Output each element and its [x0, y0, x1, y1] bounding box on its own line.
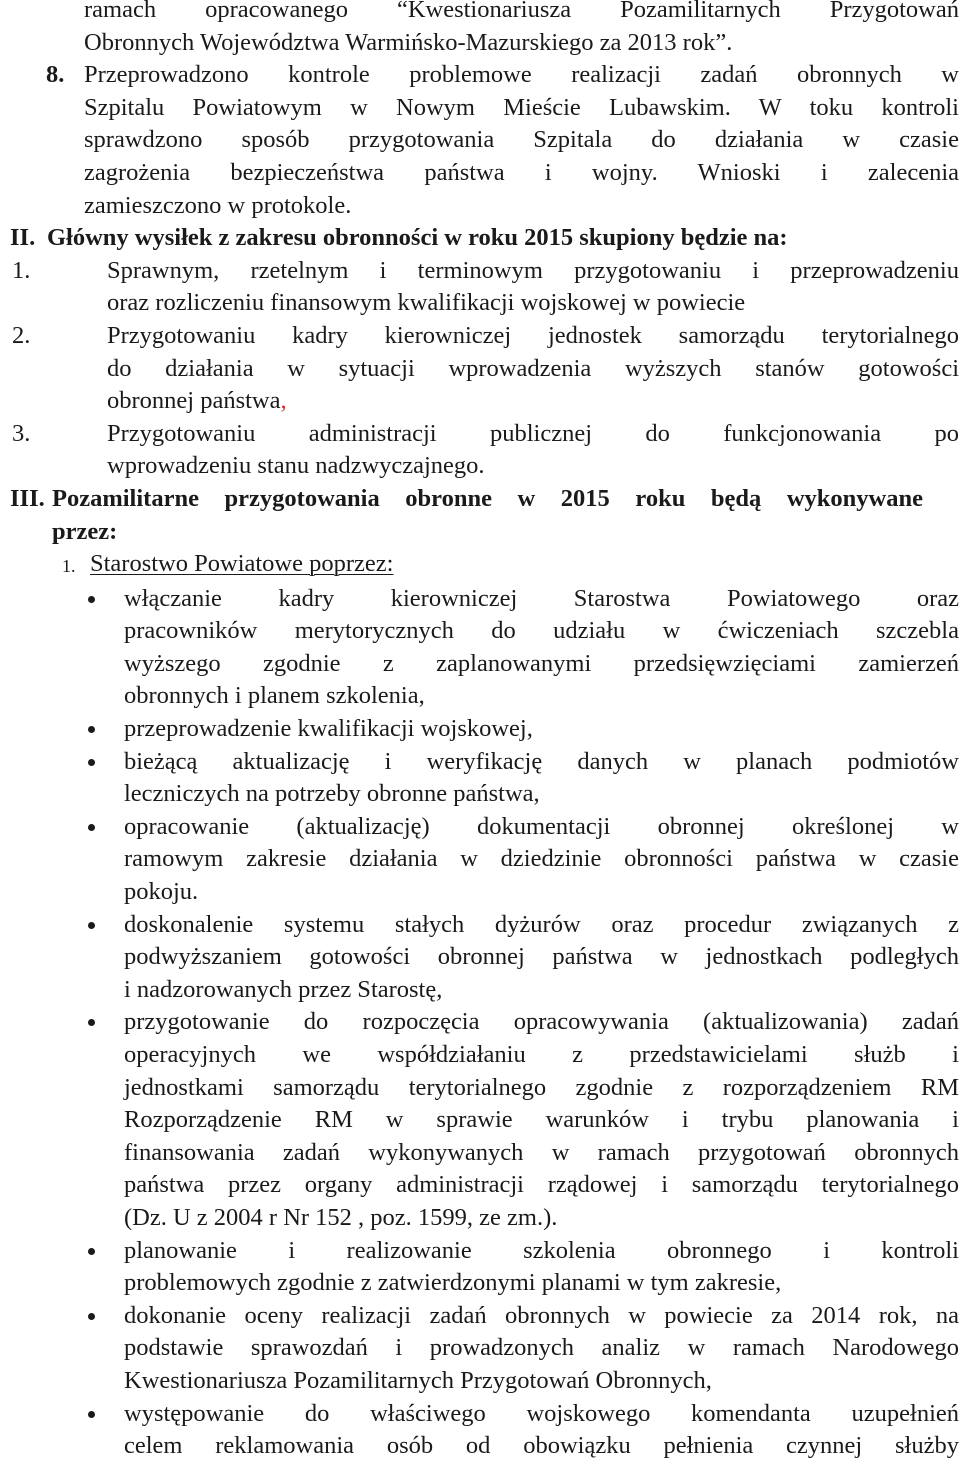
- intro-paragraph: [84, 0, 959, 59]
- text-line: operacyjnych we współdziałaniu z przedstawicielami służb i: [124, 1041, 959, 1068]
- bullet-item: [124, 811, 959, 909]
- text-line: (Dz. U z 2004 r Nr 152 , poz. 1599, ze zm.).: [124, 1203, 558, 1231]
- text-segment: obronnej państwa: [107, 387, 281, 415]
- section-heading-2: [10, 222, 960, 255]
- text-line: Przygotowaniu kadry kierowniczej jednostek samorządu terytorialnego: [107, 321, 959, 349]
- text-line: Szpitalu Powiatowym w Nowym Mieście Lubawskim. W toku kontroli: [84, 93, 959, 121]
- text-line: leczniczych na potrzeby obronne państwa,: [124, 780, 540, 808]
- bullet-item: [124, 1006, 959, 1234]
- bullet-icon: [88, 759, 95, 766]
- text-line: opracowanie (aktualizację) dokumentacji obronnej określonej w: [124, 812, 959, 840]
- text-line: podstawie sprawozdań i prowadzonych analiz w ramach Narodowego: [124, 1334, 959, 1362]
- text-line: przygotowanie do rozpoczęcia opracowywania (aktualizowania) zadań: [124, 1008, 959, 1036]
- numbered-item-2: [12, 320, 959, 418]
- text-line: doskonalenie systemu stałych dyżurów oraz procedur związanych z: [124, 910, 959, 938]
- text-line: Sprawnym, rzetelnym i terminowym przygotowaniu i przeprowadzeniu: [107, 256, 959, 284]
- bullet-item: [124, 1300, 959, 1398]
- bullet-item: [124, 713, 959, 746]
- text-line: wprowadzeniu stanu nadzwyczajnego.: [107, 452, 485, 480]
- bullet-icon: [88, 1248, 95, 1255]
- item-number: 1.: [12, 256, 31, 284]
- bullet-icon: [88, 1313, 95, 1320]
- bullet-icon: [88, 1411, 95, 1418]
- text-line: [107, 385, 959, 418]
- text-line: wyższego zgodnie z zaplanowanymi przedsięwzięciami zamierzeń: [124, 649, 959, 677]
- section-title: Główny wysiłek z zakresu obronności w roku 2015 skupiony będzie na:: [47, 224, 788, 252]
- text-line: jednostkami samorządu terytorialnego zgodnie z rozporządzeniem RM: [124, 1073, 959, 1101]
- text-line: Przygotowaniu administracji publicznej do funkcjonowania po: [107, 419, 959, 447]
- section-title-line: przez:: [52, 517, 118, 545]
- text-line: do działania w sytuacji wprowadzenia wyższych stanów gotowości: [107, 354, 959, 382]
- text-line: oraz rozliczeniu finansowym kwalifikacji wojskowej w powiecie: [107, 289, 746, 317]
- text-line: ramowym zakresie działania w dziedzinie obronności państwa w czasie: [124, 845, 959, 873]
- text-line: sprawdzono sposób przygotowania Szpitala do działania w czasie: [84, 126, 959, 154]
- text-line: obronnych i planem szkolenia,: [124, 682, 425, 710]
- text-line: finansowania zadań wykonywanych w ramach przygotowań obronnych: [124, 1138, 959, 1166]
- text-line: problemowych zgodnie z zatwierdzonymi planami w tym zakresie,: [124, 1269, 782, 1297]
- text-line: bieżącą aktualizację i weryfikację danych w planach podmiotów: [124, 747, 959, 775]
- list-item-8: [46, 59, 959, 222]
- sub-item-1: [62, 548, 960, 581]
- text-line: celem reklamowania osób od obowiązku pełnienia czynnej służby: [124, 1432, 959, 1460]
- bullet-icon: [88, 596, 95, 603]
- section-heading-3: [10, 483, 923, 548]
- bullet-icon: [88, 1019, 95, 1026]
- text-line: dokonanie oceny realizacji zadań obronnych w powiecie za 2014 rok, na: [124, 1301, 959, 1329]
- text-line: zagrożenia bezpieczeństwa państwa i wojny. Wnioski i zalecenia: [84, 158, 959, 186]
- bullet-icon: [88, 824, 95, 831]
- text-line: podwyższaniem gotowości obronnej państwa w jednostkach podległych: [124, 943, 959, 971]
- text-line: Kwestionariusza Pozamilitarnych Przygotowań Obronnych,: [124, 1366, 712, 1394]
- text-line: występowanie do właściwego wojskowego komendanta uzupełnień: [124, 1399, 959, 1427]
- item-number: 3.: [12, 419, 31, 447]
- item-number: 8.: [46, 61, 65, 89]
- text-line: Przeprowadzono kontrole problemowe realizacji zadań obronnych w: [84, 61, 959, 89]
- text-line: państwa przez organy administracji rządowej i samorządu terytorialnego: [124, 1171, 959, 1199]
- section-number: II.: [10, 224, 36, 252]
- text-line: i nadzorowanych przez Starostę,: [124, 975, 443, 1003]
- text-line: ramach opracowanego “Kwestionariusza Pozamilitarnych Przygotowań: [84, 0, 959, 23]
- numbered-item-1: [12, 255, 959, 320]
- text-line: Rozporządzenie RM w sprawie warunków i trybu planowania i: [124, 1106, 959, 1134]
- section-title-line: Pozamilitarne przygotowania obronne w 2015 roku będą wykonywane: [52, 484, 923, 512]
- red-comma: ,: [280, 387, 287, 415]
- bullet-icon: [88, 726, 95, 733]
- text-line: przeprowadzenie kwalifikacji wojskowej,: [124, 715, 533, 743]
- numbered-item-3: [12, 418, 959, 483]
- text-line: planowanie i realizowanie szkolenia obronnego i kontroli: [124, 1236, 959, 1264]
- text-line: włączanie kadry kierowniczej Starostwa Powiatowego oraz: [124, 584, 959, 612]
- text-line: zamieszczono w protokole.: [84, 191, 352, 219]
- bullet-icon: [88, 922, 95, 929]
- text-line: pokoju.: [124, 878, 199, 906]
- item-number: 1.: [62, 556, 76, 577]
- text-line: pracowników merytorycznych do udziału w ćwiczeniach szczebla: [124, 617, 959, 645]
- item-number: 2.: [12, 321, 31, 349]
- bullet-item: [124, 746, 959, 811]
- text-line: Obronnych Województwa Warmińsko-Mazurskiego za 2013 rok”.: [84, 28, 733, 56]
- section-number: III.: [10, 484, 45, 512]
- bullet-item: [124, 1398, 959, 1463]
- bullet-item: [124, 1235, 959, 1300]
- sub-item-title: Starostwo Powiatowe poprzez:: [90, 550, 394, 578]
- bullet-item: [124, 583, 959, 713]
- bullet-item: [124, 909, 959, 1007]
